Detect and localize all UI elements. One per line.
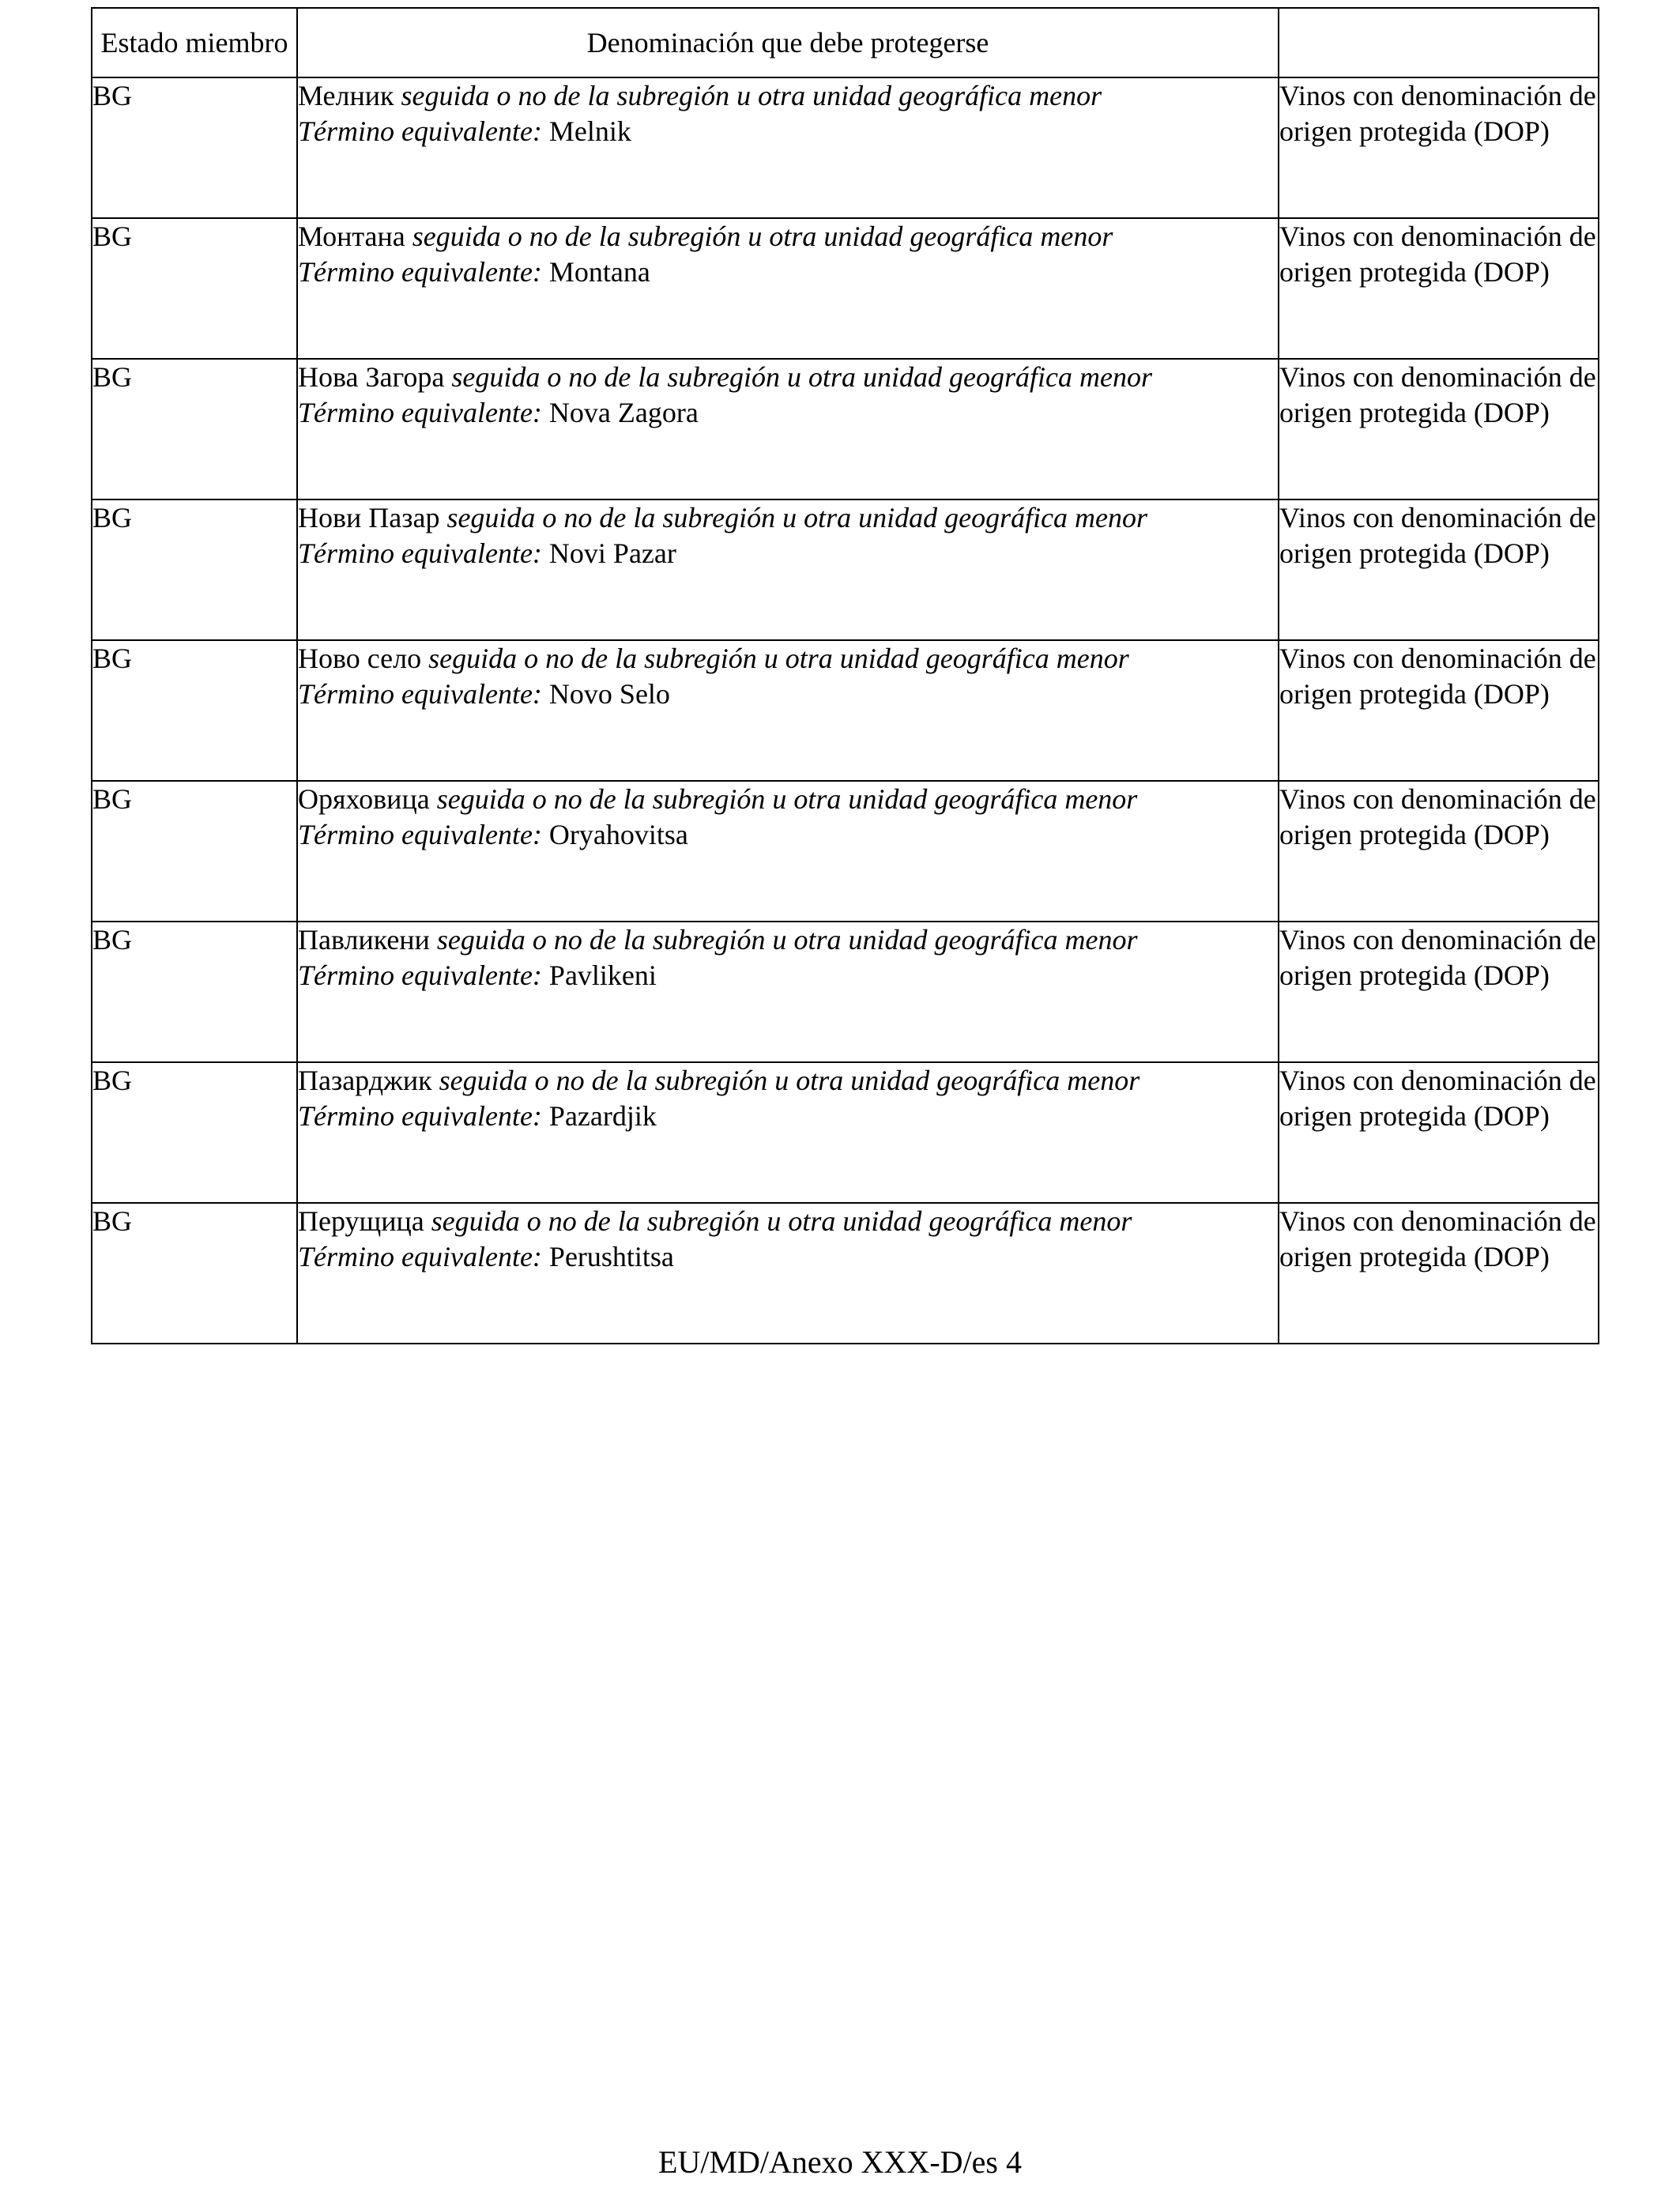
equivalent-term: Pazardjik [548, 1100, 657, 1132]
table-body [92, 77, 1599, 1344]
subregion-qualifier: seguida o no de la subregión u otra unidad geográfica menor [446, 502, 1148, 533]
equivalent-term-label: Término equivalente: [298, 678, 542, 710]
protected-name: Монтана [298, 221, 405, 252]
protected-name-cell [297, 781, 1279, 922]
subregion-qualifier: seguida o no de la subregión u otra unidad geográfica menor [439, 1065, 1140, 1096]
equivalent-line [298, 1099, 1278, 1134]
name-line [298, 1204, 1278, 1239]
wine-category-cell: Vinos con denominación de origen protegida (DOP) [1279, 77, 1599, 218]
name-line [298, 1063, 1278, 1099]
equivalent-term: Pavlikeni [548, 959, 657, 991]
member-state-cell: BG [92, 640, 297, 781]
wine-category-cell: Vinos con denominación de origen protegida (DOP) [1279, 1203, 1599, 1344]
table-header-row [92, 8, 1599, 77]
name-line [298, 782, 1278, 817]
equivalent-term: Oryahovitsa [548, 819, 688, 850]
protected-name: Павликени [298, 924, 430, 956]
name-line [298, 500, 1278, 536]
protected-name-cell [297, 1203, 1279, 1344]
name-line [298, 78, 1278, 114]
protected-name: Ново село [298, 643, 422, 674]
equivalent-line [298, 958, 1278, 993]
protected-name: Перущица [298, 1205, 424, 1237]
equivalent-term: Melnik [548, 115, 631, 147]
member-state-cell: BG [92, 1203, 297, 1344]
member-state-cell: BG [92, 499, 297, 640]
subregion-qualifier: seguida o no de la subregión u otra unidad geográfica menor [451, 361, 1152, 393]
equivalent-term-label: Término equivalente: [298, 1100, 542, 1132]
protected-name: Нови Пазар [298, 502, 440, 533]
equivalent-line [298, 395, 1278, 431]
equivalent-term-label: Término equivalente: [298, 959, 542, 991]
table-row [92, 499, 1599, 640]
equivalent-term-label: Término equivalente: [298, 1241, 542, 1272]
header-category [1279, 8, 1599, 77]
equivalent-term-label: Término equivalente: [298, 819, 542, 850]
protected-name: Пазарджик [298, 1065, 432, 1096]
equivalent-term-label: Término equivalente: [298, 537, 542, 569]
name-line [298, 219, 1278, 254]
member-state-cell: BG [92, 218, 297, 359]
member-state-cell: BG [92, 781, 297, 922]
equivalent-term: Nova Zagora [548, 397, 699, 428]
protected-name-cell [297, 1062, 1279, 1203]
equivalent-line [298, 677, 1278, 712]
equivalent-line [298, 536, 1278, 571]
table-row [92, 359, 1599, 499]
table-row [92, 781, 1599, 922]
equivalent-line [298, 114, 1278, 149]
equivalent-term: Montana [548, 256, 650, 288]
wine-category-cell: Vinos con denominación de origen protegida (DOP) [1279, 218, 1599, 359]
table-row [92, 922, 1599, 1062]
equivalent-term-label: Término equivalente: [298, 115, 542, 147]
equivalent-term: Novi Pazar [548, 537, 676, 569]
subregion-qualifier: seguida o no de la subregión u otra unidad geográfica menor [436, 924, 1138, 956]
protected-name-cell [297, 922, 1279, 1062]
geographical-indications-table [91, 7, 1599, 1344]
protected-name-cell [297, 77, 1279, 218]
protected-name: Нова Загора [298, 361, 445, 393]
table-row [92, 77, 1599, 218]
wine-category-cell: Vinos con denominación de origen protegida (DOP) [1279, 1062, 1599, 1203]
subregion-qualifier: seguida o no de la subregión u otra unidad geográfica menor [401, 80, 1102, 111]
header-protected-name: Denominación que debe protegerse [297, 8, 1279, 77]
name-line [298, 641, 1278, 677]
equivalent-term-label: Término equivalente: [298, 256, 542, 288]
table-row [92, 640, 1599, 781]
subregion-qualifier: seguida o no de la subregión u otra unidad geográfica menor [436, 783, 1138, 815]
page-footer-reference: EU/MD/Anexo XXX-D/es 4 [658, 2144, 1022, 2180]
wine-category-cell: Vinos con denominación de origen protegida (DOP) [1279, 640, 1599, 781]
protected-name: Оряховица [298, 783, 430, 815]
equivalent-term-label: Término equivalente: [298, 397, 542, 428]
member-state-cell: BG [92, 359, 297, 499]
equivalent-line [298, 817, 1278, 853]
member-state-cell: BG [92, 77, 297, 218]
member-state-cell: BG [92, 1062, 297, 1203]
subregion-qualifier: seguida o no de la subregión u otra unidad geográfica menor [428, 643, 1129, 674]
name-line [298, 360, 1278, 395]
protected-name-cell [297, 359, 1279, 499]
table-row [92, 218, 1599, 359]
equivalent-line [298, 254, 1278, 290]
equivalent-term: Perushtitsa [548, 1241, 674, 1272]
wine-category-cell: Vinos con denominación de origen protegida (DOP) [1279, 922, 1599, 1062]
name-line [298, 922, 1278, 958]
member-state-cell: BG [92, 922, 297, 1062]
table-row [92, 1203, 1599, 1344]
equivalent-term: Novo Selo [548, 678, 670, 710]
subregion-qualifier: seguida o no de la subregión u otra unidad geográfica menor [412, 221, 1113, 252]
header-member-state: Estado miembro [92, 8, 297, 77]
table-row [92, 1062, 1599, 1203]
wine-category-cell: Vinos con denominación de origen protegida (DOP) [1279, 359, 1599, 499]
protected-name-cell [297, 218, 1279, 359]
protected-name-cell [297, 640, 1279, 781]
subregion-qualifier: seguida o no de la subregión u otra unidad geográfica menor [431, 1205, 1132, 1237]
wine-category-cell: Vinos con denominación de origen protegida (DOP) [1279, 499, 1599, 640]
equivalent-line [298, 1239, 1278, 1275]
protected-name-cell [297, 499, 1279, 640]
wine-category-cell: Vinos con denominación de origen protegida (DOP) [1279, 781, 1599, 922]
protected-name: Мелник [298, 80, 394, 111]
